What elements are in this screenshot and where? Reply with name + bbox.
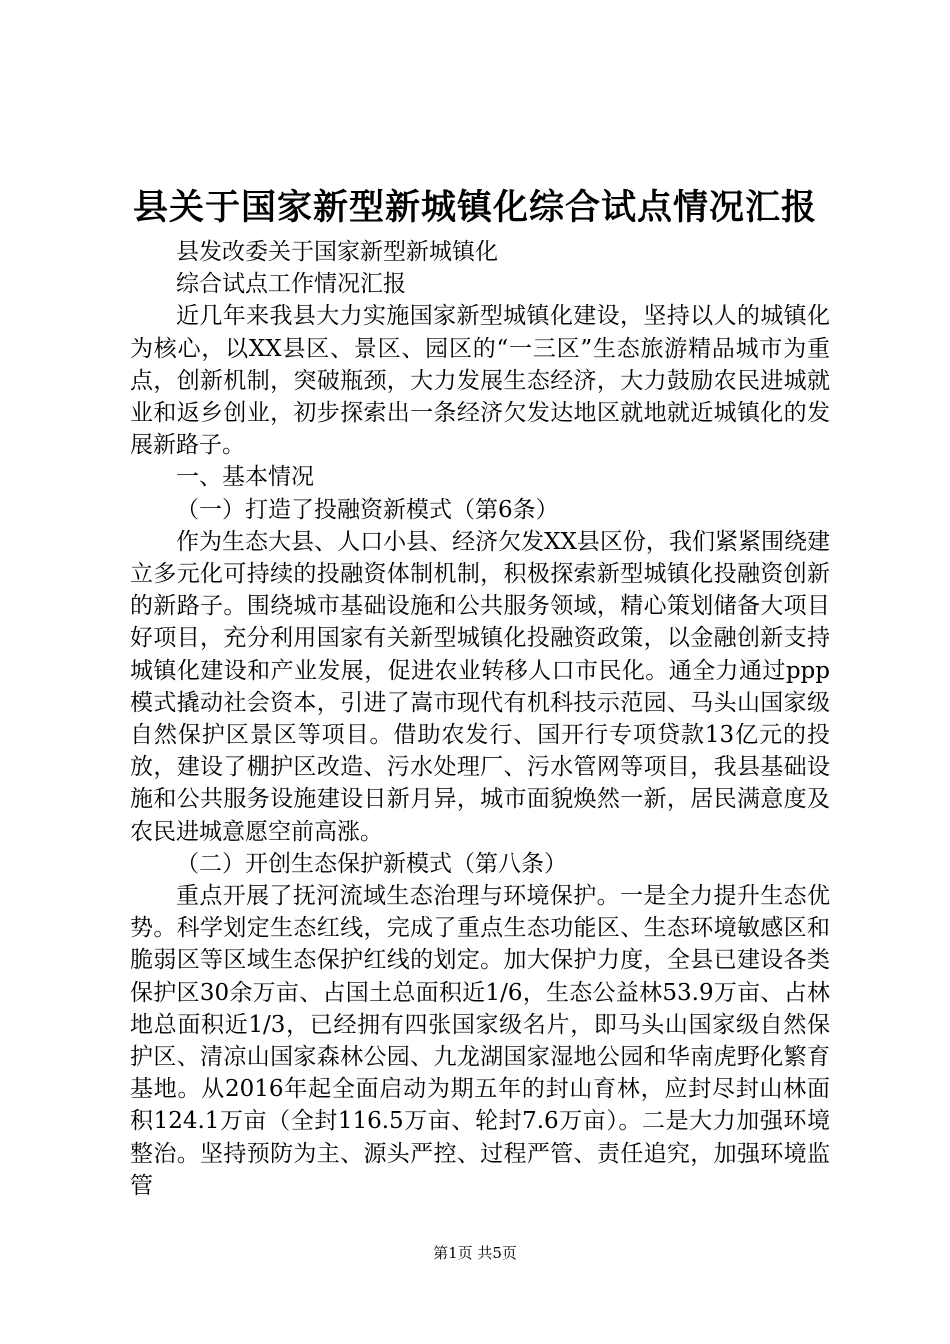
body-paragraph-investment: 作为生态大县、人口小县、经济欠发XX县区份，我们紧紧围绕建立多元化可持续的投融资体制机制，积极探索新型城镇化投融资创新的新路子。围绕城市基础设施和公共服务领域，精心策划储备大项目好项目，充分利用国家有关新型城镇化投融资政策，以金融创新支持城镇化建设和产业发展，促进农业转移人口市民化。通全力通过ppp模式撬动社会资本，引进了嵩市现代有机科技示范园、马头山国家级自然保护区景区等项目。借助农发行、国开行专项贷款13亿元的投放，建设了棚护区改造、污水处理厂、污水管网等项目，我县基础设施和公共服务设施建设日新月异，城市面貌焕然一新，居民满意度及农民进城意愿空前高涨。 [130, 528, 830, 845]
subtitle-line-2: 综合试点工作情况汇报 [176, 271, 406, 298]
document-body [130, 236, 830, 1202]
document-title: 县关于国家新型新城镇化综合试点情况汇报 [132, 187, 817, 228]
subtitle-line-1: 县发改委关于国家新型新城镇化 [176, 239, 498, 265]
body-paragraph-ecology: 重点开展了抚河流域生态治理与环境保护。一是全力提升生态优势。科学划定生态红线，完成了重点生态功能区、生态环境敏感区和脆弱区等区域生态保护红线的划定。加大保护力度，全县已建设各类保护区30余万亩、占国土总面积近1/6，生态公益林53.9万亩、占林地总面积近1/3，已经拥有四张国家级名片，即马头山国家级自然保护区、清凉山国家森林公园、九龙湖国家湿地公园和华南虎野化繁育基地。从2016年起全面启动为期五年的封山育林，应封尽封山林面积124.1万亩（全封116.5万亩、轮封7.6万亩）。二是大力加强环境整治。坚持预防为主、源头严控、过程严管、责任追究，加强环境监管 [130, 883, 830, 1199]
intro-paragraph: 近几年来我县大力实施国家新型城镇化建设，坚持以人的城镇化为核心，以XX县区、景区、园区的“一三区”生态旅游精品城市为重点，创新机制，突破瓶颈，大力发展生态经济，大力鼓励农民进城就业和返乡创业，初步探索出一条经济欠发达地区就地就近城镇化的发展新路子。 [130, 303, 830, 459]
subsection-heading-1: （一）打造了投融资新模式（第6条） [176, 496, 559, 523]
section-heading-basic: 一、基本情况 [176, 464, 314, 491]
page-number-footer: 第1页 共5页 [433, 1244, 517, 1262]
subsection-heading-2: （二）开创生态保护新模式（第八条） [176, 850, 567, 877]
